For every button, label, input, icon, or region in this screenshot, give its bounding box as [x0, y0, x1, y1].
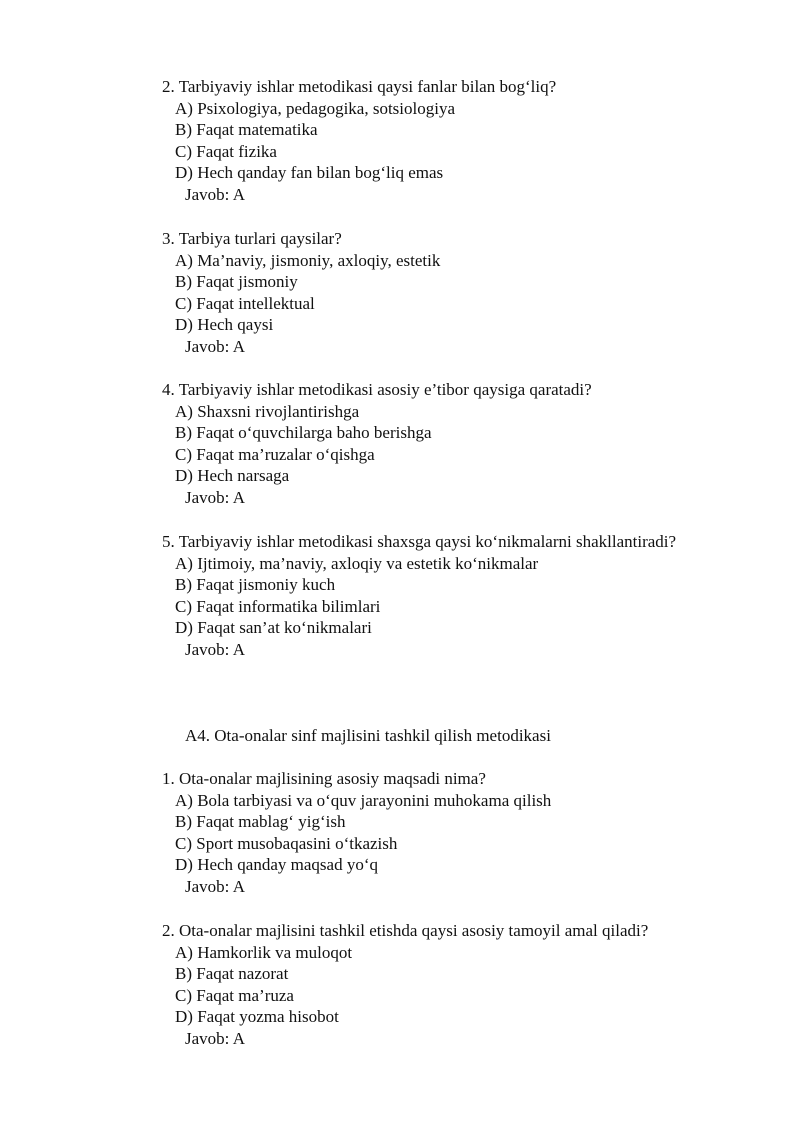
- question-text: 3. Tarbiya turlari qaysilar?: [162, 229, 342, 248]
- option-d: D) Hech qaysi: [175, 315, 274, 335]
- option-c: C) Sport musobaqasini o‘tkazish: [175, 833, 398, 853]
- option-c: C) Faqat ma’ruzalar o‘qishga: [175, 444, 375, 464]
- option-a: A) Ma’naviy, jismoniy, axloqiy, estetik: [175, 250, 441, 270]
- answer-text: Javob: A: [185, 1029, 245, 1048]
- answer-text: Javob: A: [185, 185, 245, 204]
- option-d: D) Hech qanday fan bilan bog‘liq emas: [175, 163, 444, 183]
- option-a: A) Psixologiya, pedagogika, sotsiologiya: [175, 98, 456, 118]
- question-text: 4. Tarbiyaviy ishlar metodikasi asosiy e’tibor qaysiga qaratadi?: [162, 380, 592, 399]
- answer-text: Javob: A: [185, 640, 245, 659]
- option-b: B) Faqat o‘quvchilarga baho berishga: [175, 423, 432, 443]
- option-a: A) Ijtimoiy, ma’naviy, axloqiy va estetik ko‘nikmalar: [175, 553, 539, 573]
- question-text: 2. Tarbiyaviy ishlar metodikasi qaysi fanlar bilan bog‘liq?: [162, 77, 557, 96]
- option-b: B) Faqat nazorat: [175, 964, 289, 984]
- question-text: 2. Ota-onalar majlisini tashkil etishda qaysi asosiy tamoyil amal qiladi?: [162, 921, 649, 940]
- option-d: D) Hech narsaga: [175, 466, 290, 486]
- answer-text: Javob: A: [185, 337, 245, 356]
- option-c: C) Faqat fizika: [175, 141, 277, 161]
- option-a: A) Bola tarbiyasi va o‘quv jarayonini muhokama qilish: [175, 790, 552, 810]
- section-heading: A4. Ota-onalar sinf majlisini tashkil qilish metodikasi: [185, 726, 551, 745]
- option-d: D) Hech qanday maqsad yo‘q: [175, 855, 378, 875]
- answer-text: Javob: A: [185, 877, 245, 896]
- option-c: C) Faqat informatika bilimlari: [175, 596, 381, 616]
- option-c: C) Faqat ma’ruza: [175, 985, 294, 1005]
- option-c: C) Faqat intellektual: [175, 293, 315, 313]
- option-b: B) Faqat jismoniy: [175, 272, 298, 292]
- option-b: B) Faqat jismoniy kuch: [175, 575, 336, 595]
- option-a: A) Shaxsni rivojlantirishga: [175, 401, 360, 421]
- option-a: A) Hamkorlik va muloqot: [175, 942, 353, 962]
- option-b: B) Faqat matematika: [175, 120, 318, 140]
- option-b: B) Faqat mablag‘ yig‘ish: [175, 812, 346, 832]
- option-d: D) Faqat yozma hisobot: [175, 1007, 339, 1027]
- answer-text: Javob: A: [185, 488, 245, 507]
- question-text: 5. Tarbiyaviy ishlar metodikasi shaxsga qaysi ko‘nikmalarni shakllantiradi?: [162, 532, 677, 551]
- question-text: 1. Ota-onalar majlisining asosiy maqsadi nima?: [162, 769, 486, 788]
- option-d: D) Faqat san’at ko‘nikmalari: [175, 618, 372, 638]
